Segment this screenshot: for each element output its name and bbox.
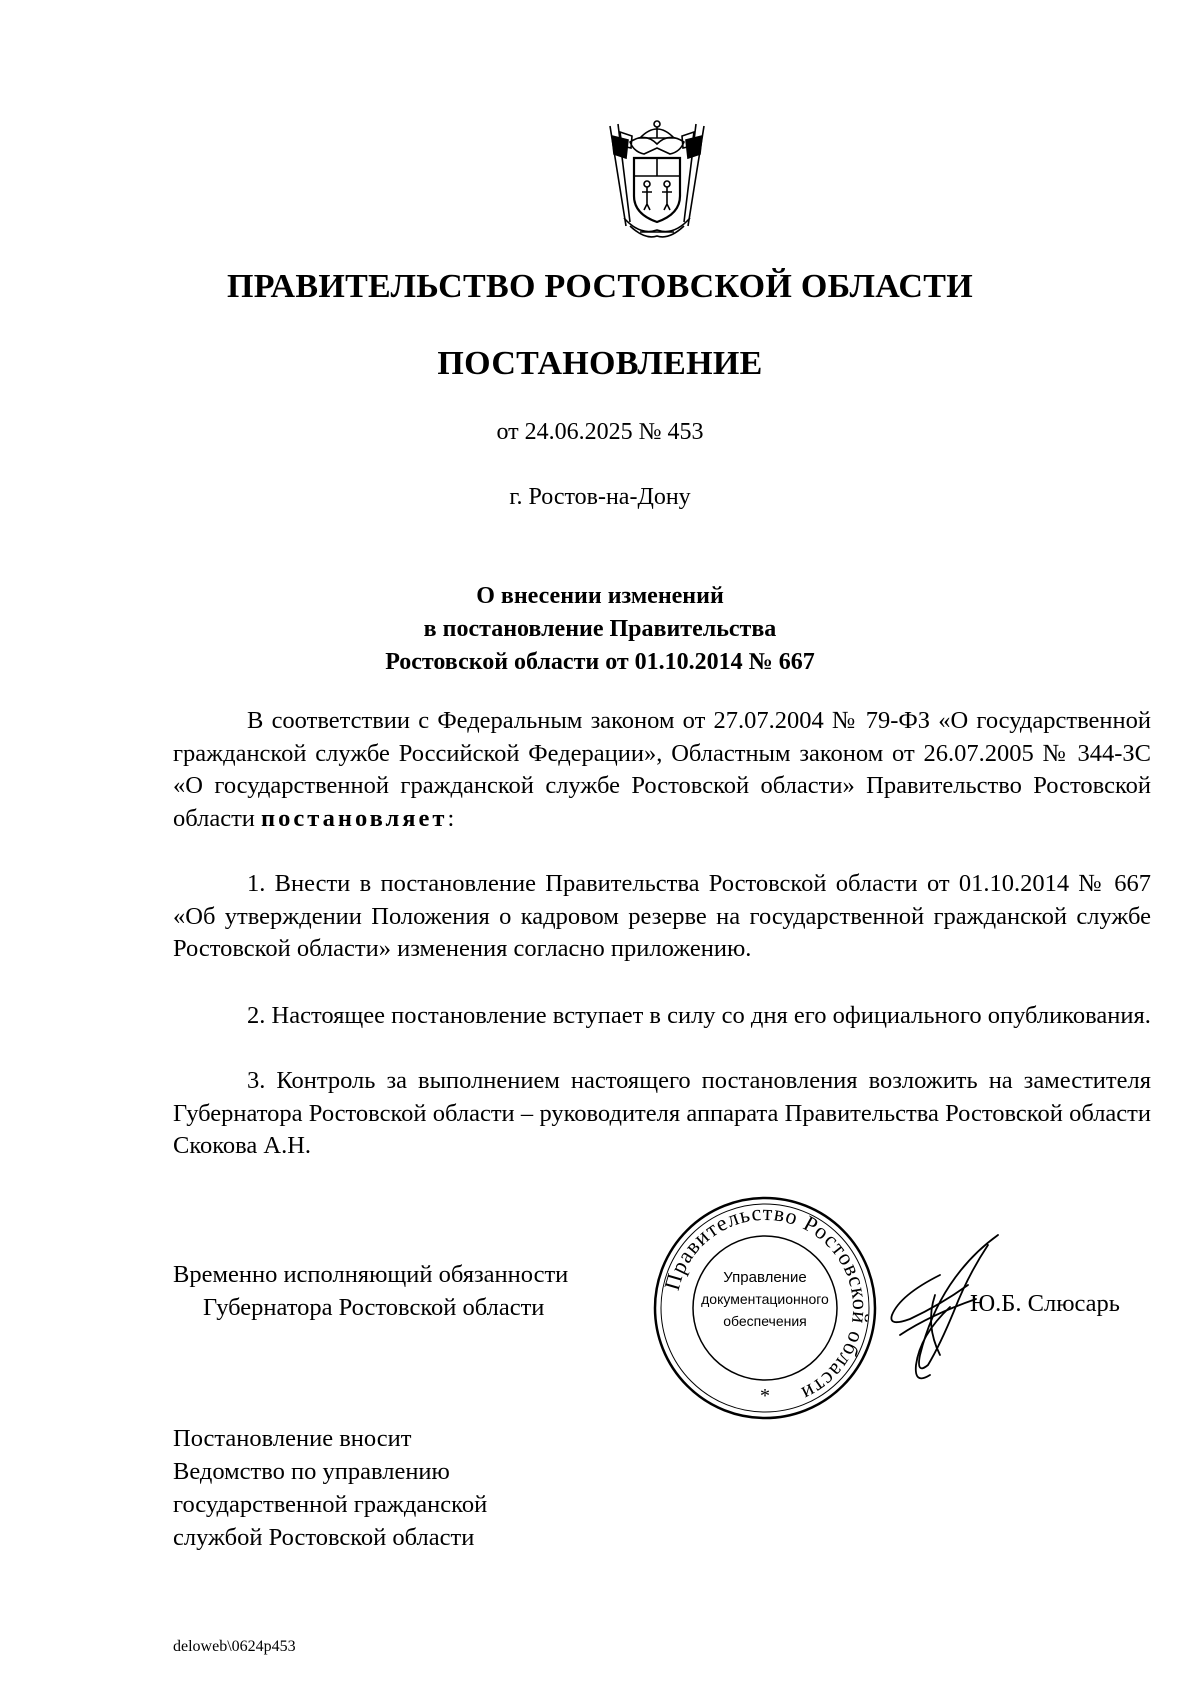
item-paragraph-3: 3. Контроль за выполнением настоящего постановления возложить на заместителя Губернатора Ростовской области – руководителя аппарата Правительства Ростовской области Скокова А.Н. (173, 1067, 1151, 1159)
resolves-punct: : (447, 804, 455, 832)
introduced-by-block (173, 1422, 487, 1554)
coat-of-arms-icon (600, 118, 714, 242)
document-type-title: ПОСТАНОВЛЕНИЕ (437, 345, 763, 382)
document-registry-code: deloweb\0624p453 (173, 1638, 296, 1655)
signatory-position (173, 1258, 568, 1324)
subject-line: О внесении изменений (476, 583, 724, 609)
document-place: г. Ростов-на-Дону (509, 484, 691, 510)
preamble-text: В соответствии с Федеральным законом от 27.07.2004 № 79-ФЗ «О государственной гражданской службе Российской Федерации», Областным законом от 26.07.2005 № 344-ЗС «О государственной гражданской службе Ростовской области» Правительство Ростовской области (173, 707, 1151, 832)
position-line: Временно исполняющий обязанности (173, 1261, 569, 1288)
introduced-by-line: Постановление вносит (173, 1425, 412, 1452)
seal-center-line: документационного (701, 1291, 829, 1307)
seal-star: * (760, 1385, 770, 1407)
position-line: Губернатора Ростовской области (203, 1294, 545, 1321)
subject-line: в постановление Правительства (423, 616, 777, 642)
item-paragraph-2: 2. Настоящее постановление вступает в силу со дня его официального опубликования. (247, 1002, 1151, 1029)
signatory-name: Ю.Б. Слюсарь (970, 1290, 1120, 1317)
document-subject (0, 580, 1200, 679)
organization-title: ПРАВИТЕЛЬСТВО РОСТОВСКОЙ ОБЛАСТИ (227, 268, 973, 305)
introduced-by-line: государственной гражданской (173, 1491, 488, 1518)
introduced-by-line: Ведомство по управлению (173, 1458, 450, 1485)
seal-center-line: обеспечения (723, 1313, 807, 1329)
seal-center-line: Управление (723, 1269, 807, 1286)
document-date-number: от 24.06.2025 № 453 (496, 419, 704, 445)
subject-line: Ростовской области от 01.10.2014 № 667 (385, 649, 815, 675)
introduced-by-line: службой Ростовской области (173, 1524, 475, 1551)
item-paragraph-1: 1. Внести в постановление Правительства Ростовской области от 01.10.2014 № 667 «Об утверждении Положения о кадровом резерве на государственной гражданской службе Ростовской области» изменения согласно приложению. (173, 870, 1151, 962)
seal-ring-text: Правительство Ростовской области (658, 1199, 874, 1408)
resolves-word: постановляет (261, 804, 448, 832)
official-seal (649, 1192, 881, 1424)
preamble-paragraph (173, 705, 1151, 835)
